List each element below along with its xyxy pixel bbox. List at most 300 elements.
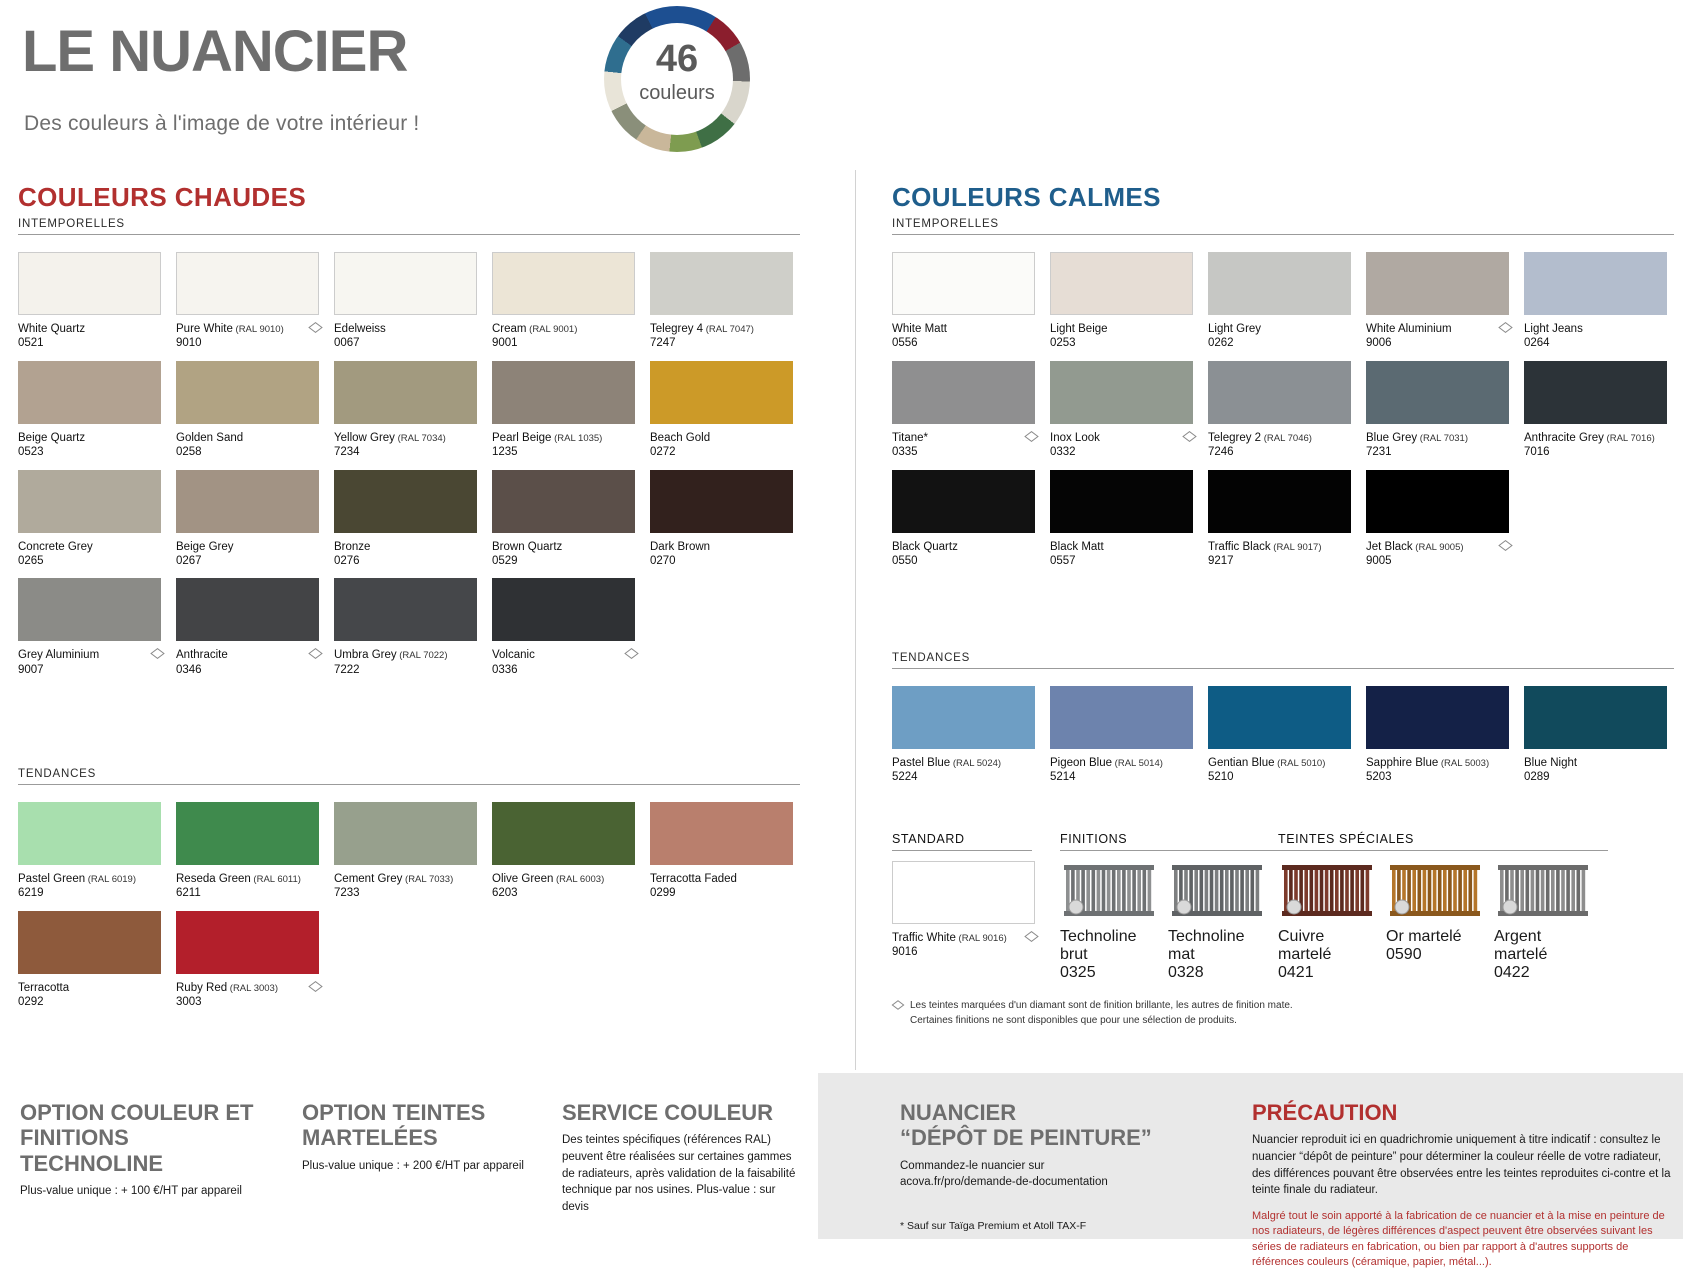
speciales-label: TEINTES SPÉCIALES [1278, 832, 1414, 846]
color-swatch[interactable] [892, 686, 1050, 785]
gloss-diamond-icon [308, 648, 323, 659]
warm-trends-rule [18, 784, 800, 785]
swatch-code: 5210 [1208, 771, 1234, 784]
swatch-code: 7231 [1366, 446, 1392, 459]
swatch-chip [1208, 252, 1351, 315]
finish-code: 0421 [1278, 964, 1314, 981]
swatch-name [1208, 540, 1366, 554]
swatch-code: 0264 [1524, 337, 1550, 350]
swatch-name [176, 540, 334, 554]
color-swatch[interactable] [892, 861, 1050, 960]
color-swatch[interactable] [1208, 470, 1366, 569]
swatch-code: 0289 [1524, 771, 1550, 784]
swatch-chip [334, 252, 477, 315]
swatch-name [650, 431, 808, 445]
color-swatch[interactable] [650, 802, 808, 901]
swatch-name [1524, 322, 1682, 336]
swatch-name-text: Beige Grey [176, 540, 234, 553]
color-swatch[interactable] [892, 470, 1050, 569]
swatch-name [334, 648, 492, 662]
swatch-name [1524, 756, 1682, 770]
swatch-name [492, 540, 650, 554]
swatch-name [892, 756, 1050, 770]
swatch-chip [1208, 361, 1351, 424]
swatch-name-text: Anthracite Grey [1524, 431, 1604, 444]
swatch-chip [18, 252, 161, 315]
standard-grid [892, 861, 1032, 960]
swatch-name-text: Reseda Green [176, 873, 251, 885]
swatch-name [176, 981, 334, 995]
finish-swatch[interactable] [1494, 861, 1602, 982]
swatch-name-text: Pastel Green [18, 873, 86, 885]
finish-code: 0422 [1494, 964, 1530, 981]
swatch-ral: (RAL 9005) [1412, 541, 1464, 553]
swatch-name-text: Beige Quartz [18, 431, 86, 444]
swatch-name-text: Jet Black [1366, 540, 1413, 553]
color-swatch[interactable] [492, 578, 650, 677]
swatch-chip [1366, 470, 1509, 533]
swatch-ral: (RAL 1035) [551, 432, 603, 444]
swatch-code: 6219 [18, 887, 44, 900]
swatch-code: 6203 [492, 887, 518, 900]
page-subtitle: Des couleurs à l'image de votre intérieur ! [24, 112, 420, 135]
swatch-name [650, 540, 808, 554]
swatch-name [492, 322, 650, 336]
swatch-chip [1524, 361, 1667, 424]
swatch-name-text: Light Jeans [1524, 323, 1583, 335]
swatch-code: 0346 [176, 663, 202, 676]
finish-name: Cuivre martelé [1278, 928, 1332, 963]
swatch-name [334, 431, 492, 445]
swatch-name [492, 648, 650, 662]
swatch-name-text: Pastel Blue [892, 757, 951, 769]
page-title: LE NUANCIER [22, 19, 408, 84]
swatch-chip [1050, 470, 1193, 533]
column-divider [855, 170, 856, 1070]
swatch-chip [1050, 361, 1193, 424]
standard-label: STANDARD [892, 832, 965, 846]
swatch-name [892, 431, 1050, 445]
swatch-name-text: Telegrey 2 [1208, 431, 1262, 444]
swatch-code: 0265 [18, 554, 44, 567]
swatch-name [18, 872, 176, 886]
swatch-code: 0270 [650, 554, 676, 567]
swatch-name [1366, 756, 1524, 770]
swatch-code: 9005 [1366, 554, 1392, 567]
radiator-icon [1060, 861, 1168, 928]
swatch-ral: (RAL 6019) [85, 874, 136, 885]
finish-code: 0325 [1060, 964, 1096, 981]
swatch-name-text: Black Matt [1050, 540, 1104, 553]
color-swatch[interactable] [334, 578, 492, 677]
swatch-code: 0272 [650, 446, 676, 459]
swatch-ral: (RAL 7047) [703, 324, 754, 335]
color-swatch[interactable] [1050, 686, 1208, 785]
swatch-name-text: Edelweiss [334, 323, 386, 335]
swatch-name-text: Terracotta Faded [650, 873, 737, 885]
swatch-name [1366, 540, 1524, 554]
color-swatch[interactable] [18, 361, 176, 460]
swatch-ral: (RAL 7034) [394, 432, 446, 444]
color-swatch[interactable] [334, 252, 492, 351]
swatch-ral: (RAL 5024) [950, 758, 1002, 769]
swatch-ral: (RAL 3003) [227, 982, 279, 994]
swatch-name-text: Yellow Grey [334, 431, 395, 444]
color-swatch[interactable] [650, 361, 808, 460]
bottom-block4-text-line2[interactable]: acova.fr/pro/demande-de-documentation [900, 1176, 1108, 1189]
swatch-name [18, 322, 176, 336]
swatch-code: 0556 [892, 337, 918, 350]
swatch-name-text: Volcanic [492, 649, 535, 662]
swatch-chip [492, 802, 635, 865]
bottom-block3-text: Des teintes spécifiques (références RAL) peuvent être réalisées sur certaines gammes de radiateurs, après validation de la faisabilité technique par nos usines. Plus-value : sur devis [562, 1134, 796, 1213]
color-swatch[interactable] [176, 470, 334, 569]
swatch-code: 7247 [650, 337, 676, 350]
color-swatch[interactable] [176, 802, 334, 901]
swatch-code: 0067 [334, 337, 360, 350]
swatch-code: 9007 [18, 663, 44, 676]
gloss-diamond-icon [1024, 931, 1039, 942]
gloss-diamond-icon [1024, 431, 1039, 442]
swatch-ral: (RAL 7033) [402, 874, 454, 885]
finish-name: Technoline mat [1168, 928, 1245, 963]
calm-section-title: COULEURS CALMES [892, 182, 1161, 212]
radiator-icon [1278, 861, 1386, 928]
calm-trends-grid [892, 686, 1683, 795]
color-swatch[interactable] [1208, 686, 1366, 785]
finitions-rule [1060, 850, 1280, 851]
swatch-code: 0557 [1050, 554, 1076, 567]
swatch-chip [18, 802, 161, 865]
color-swatch[interactable] [650, 252, 808, 351]
swatch-code: 7222 [334, 663, 360, 676]
swatch-ral: (RAL 7022) [396, 650, 448, 662]
finitions-grid [1060, 861, 1280, 982]
swatch-chip [334, 361, 477, 424]
speciales-rule [1278, 850, 1608, 851]
color-swatch[interactable] [18, 470, 176, 569]
color-swatch[interactable] [1050, 470, 1208, 569]
swatch-code: 9016 [892, 946, 918, 959]
swatch-chip [1050, 686, 1193, 749]
finish-footnote-line2: Certaines finitions ne sont disponibles que pour une sélection de produits. [910, 1015, 1237, 1026]
color-swatch[interactable] [18, 911, 176, 1010]
warm-timeless-label: INTEMPORELLES [18, 218, 125, 230]
swatch-chip [1524, 686, 1667, 749]
swatch-name-text: White Aluminium [1366, 323, 1452, 335]
swatch-name [176, 322, 334, 336]
swatch-name-text: Black Quartz [892, 540, 958, 553]
swatch-ral: (RAL 9017) [1270, 541, 1322, 553]
swatch-chip [334, 802, 477, 865]
gloss-diamond-icon [1498, 322, 1513, 333]
page-header [0, 0, 1683, 160]
color-swatch[interactable] [492, 252, 650, 351]
calm-trends-label: TENDANCES [892, 652, 971, 664]
swatch-name-text: Cream [492, 323, 527, 335]
swatch-code: 0550 [892, 554, 918, 567]
bottom-block5-text: Nuancier reproduit ici en quadrichromie uniquement à titre indicatif : consultez le nuancier “dépôt de peinture” pour déterminer la couleur réelle de votre radiateur, des différences pouvant être observées entre les teintes reproduites ci-contre et la teinte finale du radiateur. [1252, 1134, 1671, 1197]
swatch-chip [492, 578, 635, 641]
color-swatch[interactable] [650, 470, 808, 569]
color-swatch[interactable] [18, 578, 176, 677]
swatch-name-text: Dark Brown [650, 540, 711, 553]
swatch-code: 0523 [18, 446, 44, 459]
color-swatch[interactable] [1208, 361, 1366, 460]
swatch-chip [1524, 252, 1667, 315]
color-swatch[interactable] [334, 361, 492, 460]
gloss-diamond-icon [1498, 540, 1513, 551]
color-swatch[interactable] [176, 911, 334, 1010]
color-swatch[interactable] [334, 470, 492, 569]
swatch-chip [176, 578, 319, 641]
swatch-chip [650, 252, 793, 315]
swatch-name-text: Beach Gold [650, 431, 711, 444]
swatch-chip [1050, 252, 1193, 315]
swatch-name [1208, 431, 1366, 445]
swatch-code: 0299 [650, 887, 676, 900]
swatch-code: 0529 [492, 554, 518, 567]
swatch-ral: (RAL 6003) [553, 874, 605, 885]
bottom-block1-title-line2: FINITIONS TECHNOLINE [20, 1125, 163, 1176]
swatch-code: 0292 [18, 996, 44, 1009]
swatch-name-text: Brown Quartz [492, 540, 563, 553]
swatch-code: 9217 [1208, 554, 1234, 567]
calm-trends-rule [892, 668, 1674, 669]
swatch-name [1366, 431, 1524, 445]
swatch-name-text: Terracotta [18, 981, 70, 994]
swatch-chip [176, 252, 319, 315]
swatch-name [1208, 756, 1366, 770]
diamond-icon [892, 1000, 905, 1010]
bottom-block5-red: Malgré tout le soin apporté à la fabrication de ce nuancier et à la mise en peinture de nos radiateurs, de légères différences d'aspect peuvent être observées suivant les séries de radiateurs en fabrication, ou bien par rapport à d'autres supports de références couleurs (céramique, papier, métal...). [1252, 1209, 1665, 1269]
swatch-name-text: Olive Green [492, 873, 554, 885]
swatch-name [892, 540, 1050, 554]
swatch-name [492, 872, 650, 886]
swatch-code: 5214 [1050, 771, 1076, 784]
color-swatch[interactable] [1050, 361, 1208, 460]
swatch-chip [892, 361, 1035, 424]
bottom-block-option-couleur [20, 1100, 270, 1200]
warm-trends-label: TENDANCES [18, 768, 97, 780]
standard-block [892, 832, 1032, 970]
finish-footnote [894, 998, 1614, 1028]
swatch-chip [650, 802, 793, 865]
swatch-name [334, 872, 492, 886]
swatch-chip [176, 470, 319, 533]
color-swatch[interactable] [1366, 252, 1524, 351]
swatch-code: 0336 [492, 663, 518, 676]
bottom-block4-title-line2: “DÉPÔT DE PEINTURE” [900, 1125, 1152, 1151]
swatch-code: 7246 [1208, 446, 1234, 459]
swatch-ral: (RAL 5014) [1112, 758, 1163, 769]
swatch-name [1050, 322, 1208, 336]
color-swatch[interactable] [492, 361, 650, 460]
gloss-diamond-icon [308, 981, 323, 992]
radiator-icon [1494, 861, 1602, 928]
warm-timeless-grid [18, 252, 818, 687]
swatch-name [1208, 322, 1366, 336]
swatch-code: 0262 [1208, 337, 1234, 350]
swatch-name [1050, 756, 1208, 770]
gloss-diamond-icon [150, 648, 165, 659]
swatch-name-text: Traffic Black [1208, 540, 1271, 553]
color-swatch[interactable] [892, 252, 1050, 351]
swatch-code: 9001 [492, 337, 518, 350]
bottom-block-nuancier [900, 1100, 1190, 1234]
finish-swatch[interactable] [1060, 861, 1168, 982]
swatch-name [1050, 540, 1208, 554]
speciales-block [1278, 832, 1608, 982]
swatch-code: 7234 [334, 446, 360, 459]
swatch-code: 0335 [892, 446, 918, 459]
swatch-code: 3003 [176, 996, 202, 1009]
swatch-code: 0276 [334, 554, 360, 567]
swatch-name [176, 872, 334, 886]
color-swatch[interactable] [176, 252, 334, 351]
finitions-label: FINITIONS [1060, 832, 1128, 846]
bottom-block2-title-line2: MARTELÉES [302, 1125, 438, 1151]
swatch-chip [492, 470, 635, 533]
swatch-code: 9006 [1366, 337, 1392, 350]
swatch-chip [492, 361, 635, 424]
swatch-name-text: Pure White [176, 323, 233, 335]
bottom-block-option-teintes [302, 1100, 532, 1174]
swatch-name [892, 322, 1050, 336]
badge-word: couleurs [639, 82, 715, 104]
swatch-ral: (RAL 9016) [955, 933, 1007, 944]
finitions-block [1060, 832, 1280, 982]
color-swatch[interactable] [492, 802, 650, 901]
swatch-name-text: Golden Sand [176, 431, 244, 444]
swatch-name-text: Pearl Beige [492, 431, 552, 444]
swatch-name-text: Blue Grey [1366, 431, 1418, 444]
swatch-code: 7016 [1524, 446, 1550, 459]
swatch-chip [176, 361, 319, 424]
gloss-diamond-icon [308, 322, 323, 333]
swatch-ral: (RAL 5010) [1274, 758, 1326, 769]
swatch-name-text: Light Grey [1208, 323, 1262, 335]
color-swatch[interactable] [1366, 686, 1524, 785]
swatch-name [1050, 431, 1208, 445]
gloss-diamond-icon [1182, 431, 1197, 442]
swatch-chip [18, 470, 161, 533]
color-swatch[interactable] [1366, 470, 1524, 569]
swatch-chip [18, 361, 161, 424]
swatch-name [334, 322, 492, 336]
color-swatch[interactable] [1524, 686, 1682, 785]
bottom-block4-note: * Sauf sur Taïga Premium et Atoll TAX-F [900, 1219, 1087, 1232]
swatch-name-text: Bronze [334, 540, 371, 553]
swatch-name [18, 540, 176, 554]
swatch-name [1366, 322, 1524, 336]
color-swatch[interactable] [892, 361, 1050, 460]
color-swatch[interactable] [1050, 252, 1208, 351]
swatch-chip [892, 861, 1035, 924]
swatch-code: 0267 [176, 554, 202, 567]
swatch-chip [650, 470, 793, 533]
swatch-chip [1366, 252, 1509, 315]
color-swatch[interactable] [176, 578, 334, 677]
swatch-name-text: White Quartz [18, 323, 86, 335]
swatch-chip [1208, 686, 1351, 749]
warm-trends-grid [18, 802, 818, 1020]
swatch-chip [176, 802, 319, 865]
color-swatch[interactable] [334, 802, 492, 901]
swatch-code: 6211 [176, 887, 201, 900]
calm-timeless-rule [892, 234, 1674, 235]
bottom-block4-title-line1: NUANCIER [900, 1100, 1017, 1125]
swatch-name-text: Gentian Blue [1208, 757, 1275, 769]
speciales-grid [1278, 861, 1608, 982]
swatch-name-text: Anthracite [176, 649, 228, 662]
color-swatch[interactable] [18, 252, 176, 351]
bottom-block3-title: SERVICE COULEUR [562, 1100, 774, 1125]
swatch-chip [892, 686, 1035, 749]
finish-swatch[interactable] [1168, 861, 1276, 982]
color-swatch[interactable] [1366, 361, 1524, 460]
swatch-ral: (RAL 7046) [1261, 432, 1312, 444]
finish-footnote-line1: Les teintes marquées d'un diamant sont de finition brillante, les autres de finition mate. [910, 1000, 1293, 1011]
swatch-name-text: Light Beige [1050, 323, 1108, 335]
bottom-block4-text-line1: Commandez-le nuancier sur [900, 1159, 1045, 1172]
swatch-ral: (RAL 9010) [232, 324, 284, 335]
swatch-code: 1235 [492, 446, 518, 459]
bottom-block-precaution [1252, 1100, 1672, 1271]
color-swatch[interactable] [1524, 361, 1682, 460]
color-swatch[interactable] [1524, 252, 1682, 351]
swatch-code: 7233 [334, 887, 360, 900]
color-swatch[interactable] [1208, 252, 1366, 351]
finish-code: 0590 [1386, 946, 1422, 963]
color-swatch[interactable] [492, 470, 650, 569]
swatch-name-text: Inox Look [1050, 431, 1100, 444]
swatch-name-text: Traffic White [892, 932, 956, 944]
color-swatch[interactable] [176, 361, 334, 460]
swatch-chip [650, 361, 793, 424]
color-swatch[interactable] [18, 802, 176, 901]
warm-section-title: COULEURS CHAUDES [18, 182, 307, 212]
swatch-ral: (RAL 7031) [1417, 432, 1469, 444]
warm-timeless-rule [18, 234, 800, 235]
calm-timeless-label: INTEMPORELLES [892, 218, 999, 230]
bottom-block1-text: Plus-value unique : + 100 €/HT par appareil [20, 1184, 242, 1197]
swatch-code: 0332 [1050, 446, 1076, 459]
swatch-name [334, 540, 492, 554]
radiator-icon [1168, 861, 1276, 928]
swatch-name [650, 872, 808, 886]
swatch-name-text: Umbra Grey [334, 649, 397, 662]
swatch-chip [334, 470, 477, 533]
swatch-chip [1208, 470, 1351, 533]
swatch-chip [492, 252, 635, 315]
swatch-code: 9010 [176, 337, 202, 350]
swatch-ral: (RAL 6011) [250, 874, 301, 885]
swatch-name-text: Pigeon Blue [1050, 757, 1113, 769]
color-count-badge [604, 6, 750, 152]
bottom-block5-title: PRÉCAUTION [1252, 1100, 1398, 1125]
bottom-block2-title-line1: OPTION TEINTES [302, 1100, 486, 1125]
swatch-name [18, 981, 176, 995]
swatch-name-text: White Matt [892, 323, 947, 335]
swatch-chip [1366, 686, 1509, 749]
bottom-block1-title-line1: OPTION COULEUR ET [20, 1100, 254, 1125]
finish-code: 0328 [1168, 964, 1204, 981]
swatch-name-text: Ruby Red [176, 981, 228, 994]
finish-swatch[interactable] [1278, 861, 1386, 982]
finish-swatch[interactable] [1386, 861, 1494, 982]
finish-name: Or martelé [1386, 928, 1462, 945]
